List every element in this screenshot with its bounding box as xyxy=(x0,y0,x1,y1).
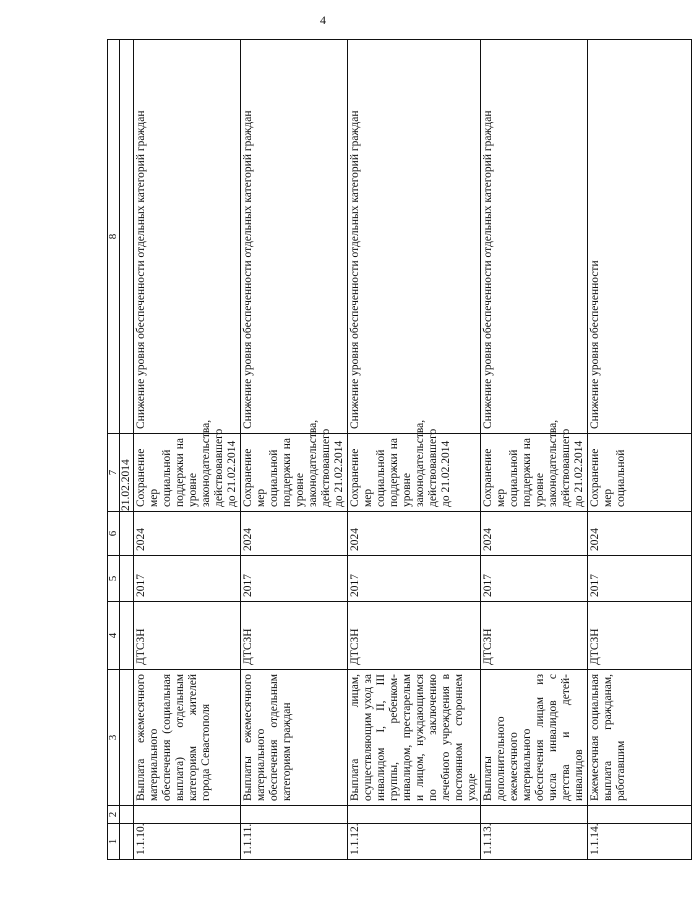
row-number: 1.1.14. xyxy=(588,824,692,860)
end-year: 2024 xyxy=(348,512,481,556)
table-frame xyxy=(107,40,627,860)
header-cell: 2 xyxy=(108,806,120,824)
header-cell: 5 xyxy=(108,556,120,602)
page-number: 4 xyxy=(320,13,326,27)
consequence: Снижение уровня обеспеченности отдельных категорий граждан xyxy=(348,40,481,434)
empty-cell xyxy=(120,40,134,434)
empty-cell xyxy=(348,806,481,824)
executor: ДТСЗН xyxy=(241,602,348,670)
measure-name: Ежемесячная социальная выплата гражданам, работавшим xyxy=(588,670,692,806)
end-year: 2024 xyxy=(588,512,692,556)
header-cell: 7 xyxy=(108,434,120,512)
measure-name: Выплата ежемесячного материального обеспечения (социальная выплата) отдельным категориям жителей города Севастополя xyxy=(134,670,241,806)
empty-cell xyxy=(588,806,692,824)
table-row xyxy=(348,40,481,860)
header-cell: 8 xyxy=(108,40,120,434)
row-number: 1.1.12. xyxy=(348,824,481,860)
expected-result: Сохранение мер социальной поддержки на уровне законодательства, действовавшего до 21.02.2014 xyxy=(241,434,348,512)
row-number: 1.1.13. xyxy=(481,824,588,860)
expected-result: Сохранение мер социальной поддержки на уровне законодательства, действовавшего до 21.02.2014 xyxy=(481,434,588,512)
executor: ДТСЗН xyxy=(481,602,588,670)
continuation-row xyxy=(120,40,134,860)
header-row xyxy=(108,40,120,860)
empty-cell xyxy=(120,670,134,806)
executor: ДТСЗН xyxy=(588,602,692,670)
executor: ДТСЗН xyxy=(134,602,241,670)
empty-cell xyxy=(120,824,134,860)
row-number: 1.1.10. xyxy=(134,824,241,860)
end-year: 2024 xyxy=(241,512,348,556)
end-year: 2024 xyxy=(481,512,588,556)
start-year: 2017 xyxy=(481,556,588,602)
consequence: Снижение уровня обеспеченности отдельных категорий граждан xyxy=(241,40,348,434)
empty-cell xyxy=(120,556,134,602)
table-row xyxy=(588,40,692,860)
empty-cell xyxy=(120,512,134,556)
executor: ДТСЗН xyxy=(348,602,481,670)
measure-name: Выплата лицам, осуществляющим уход за инвалидом I, II, III группы, ребенком-инвалидом, престарелым и лицом, нуждающимся по заключению лечебного учреждения в постоянном стороннем уходе xyxy=(348,670,481,806)
start-year: 2017 xyxy=(588,556,692,602)
header-cell: 1 xyxy=(108,824,120,860)
header-cell: 3 xyxy=(108,670,120,806)
empty-cell xyxy=(241,806,348,824)
header-cell: 6 xyxy=(108,512,120,556)
row-number: 1.1.11. xyxy=(241,824,348,860)
consequence: Снижение уровня обеспеченности xyxy=(588,40,692,434)
table-row xyxy=(241,40,348,860)
header-cell: 4 xyxy=(108,602,120,670)
table-row xyxy=(481,40,588,860)
start-year: 2017 xyxy=(348,556,481,602)
end-year: 2024 xyxy=(134,512,241,556)
continued-text-cell: 21.02.2014 xyxy=(120,434,134,512)
empty-cell xyxy=(134,806,241,824)
empty-cell xyxy=(120,602,134,670)
rotated-page-content xyxy=(107,40,627,860)
empty-cell xyxy=(481,806,588,824)
start-year: 2017 xyxy=(134,556,241,602)
measure-name: Выплаты ежемесячного материального обеспечения отдельным категориям граждан xyxy=(241,670,348,806)
expected-result: Сохранение мер социальной поддержки на уровне законодательства, действовавшего до 21.02.2014 xyxy=(348,434,481,512)
start-year: 2017 xyxy=(241,556,348,602)
expected-result: Сохранение мер социальной xyxy=(588,434,692,512)
expected-result: Сохранение мер социальной поддержки на уровне законодательства, действовавшего до 21.02.2014 xyxy=(134,434,241,512)
consequence: Снижение уровня обеспеченности отдельных категорий граждан xyxy=(481,40,588,434)
table-row xyxy=(134,40,241,860)
measures-table xyxy=(107,39,692,860)
measure-name: Выплаты дополнительного ежемесячного материального обеспечения лицам из числа инвалидов с детства и детей-инвалидов xyxy=(481,670,588,806)
consequence: Снижение уровня обеспеченности отдельных категорий граждан xyxy=(134,40,241,434)
empty-cell xyxy=(120,806,134,824)
